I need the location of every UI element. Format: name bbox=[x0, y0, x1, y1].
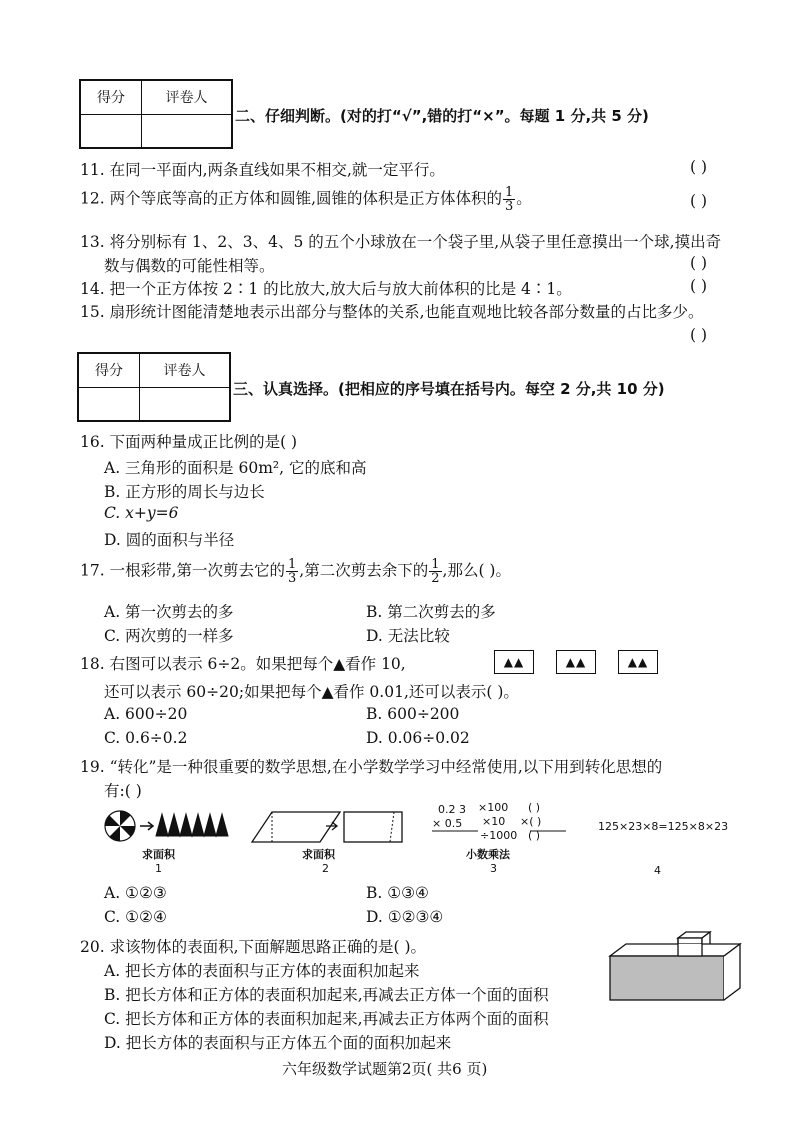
q20-option-a[interactable]: A. 把长方体的表面积与正方体的表面积加起来 bbox=[104, 962, 420, 980]
q18-text-line2: 还可以表示 60÷20;如果把每个▲看作 0.01,还可以表示( )。 bbox=[104, 683, 519, 701]
fig3-paren2: ×( ) bbox=[520, 815, 542, 828]
q18-option-c[interactable]: C. 0.6÷0.2 bbox=[104, 729, 188, 747]
q17-option-b[interactable]: B. 第二次剪去的多 bbox=[366, 603, 496, 621]
score-label: 得分 bbox=[80, 80, 141, 114]
q17-option-c[interactable]: C. 两次剪的一样多 bbox=[104, 627, 234, 645]
q13-answer[interactable]: ( ) bbox=[690, 254, 708, 272]
score-cell[interactable] bbox=[78, 387, 139, 421]
fig3-paren3: ( ) bbox=[528, 829, 541, 842]
q19-text-line1: 19. “转化”是一种很重要的数学思想,在小学数学学习中经常使用,以下用到转化思想的 bbox=[80, 758, 663, 776]
q13-text-line2: 数与偶数的可能性相等。 bbox=[104, 257, 275, 275]
q16-option-b[interactable]: B. 正方形的周长与边长 bbox=[104, 483, 265, 501]
q18-option-d[interactable]: D. 0.06÷0.02 bbox=[366, 729, 470, 747]
score-label: 得分 bbox=[78, 353, 139, 387]
q12-answer[interactable]: ( ) bbox=[690, 192, 708, 210]
score-table-section3 bbox=[77, 352, 231, 422]
q11-answer[interactable]: ( ) bbox=[690, 158, 708, 176]
triangle-group-1: ▲▲ bbox=[494, 650, 534, 674]
q16-text: 16. 下面两种量成正比例的是( ) bbox=[80, 433, 298, 451]
grader-cell[interactable] bbox=[141, 114, 232, 148]
fig3-op1: ×100 bbox=[478, 801, 509, 814]
fig3-row2: × 0.5 bbox=[432, 817, 463, 830]
q19-text-line2: 有:( ) bbox=[104, 782, 142, 800]
q16-option-d[interactable]: D. 圆的面积与半径 bbox=[104, 531, 235, 549]
fig3-op3: ÷1000 bbox=[480, 829, 518, 842]
q17-text: 17. 一根彩带,第一次剪去它的 $\frac{1}{3}$ ,第二次剪去余下的 $\frac{1}{2}$ ,那么( )。 bbox=[80, 557, 511, 586]
score-cell[interactable] bbox=[80, 114, 141, 148]
grader-label: 评卷人 bbox=[139, 353, 230, 387]
q20-option-d[interactable]: D. 把长方体的表面积与正方体五个面的面积加起来 bbox=[104, 1034, 452, 1052]
fig3-number: 3 bbox=[490, 862, 497, 875]
fig3-caption: 小数乘法 bbox=[466, 848, 510, 861]
q19-option-d[interactable]: D. ①②③④ bbox=[366, 908, 444, 926]
fraction-one-third: $\frac{1}{3}$ bbox=[505, 185, 514, 214]
q19-option-b[interactable]: B. ①③④ bbox=[366, 884, 429, 902]
fig2-caption: 求面积 bbox=[302, 848, 335, 861]
section3-title: 三、认真选择。(把相应的序号填在括号内。每空 2 分,共 10 分) bbox=[233, 380, 665, 398]
q19-option-a[interactable]: A. ①②③ bbox=[104, 884, 167, 902]
fig1-caption: 求面积 bbox=[142, 848, 175, 861]
fig3-row1: 0.2 3 bbox=[438, 803, 466, 816]
q18-option-b[interactable]: B. 600÷200 bbox=[366, 705, 460, 723]
fraction-one-half: $\frac{1}{2}$ bbox=[431, 557, 440, 586]
q20-option-b[interactable]: B. 把长方体和正方体的表面积加起来,再减去正方体一个面的面积 bbox=[104, 986, 549, 1004]
q18-text-line1: 18. 右图可以表示 6÷2。如果把每个▲看作 10, bbox=[80, 655, 406, 673]
q17-option-d[interactable]: D. 无法比较 bbox=[366, 627, 450, 645]
q20-option-c[interactable]: C. 把长方体和正方体的表面积加起来,再减去正方体两个面的面积 bbox=[104, 1010, 549, 1028]
q19-option-c[interactable]: C. ①②④ bbox=[104, 908, 167, 926]
page-footer: 六年级数学试题第2页( 共6 页) bbox=[282, 1060, 488, 1078]
triangle-group-2: ▲▲ bbox=[556, 650, 596, 674]
triangle-group-3: ▲▲ bbox=[618, 650, 658, 674]
q11-text: 11. 在同一平面内,两条直线如果不相交,就一定平行。 bbox=[80, 161, 445, 179]
fig1-number: 1 bbox=[155, 862, 162, 875]
q16-option-a[interactable]: A. 三角形的面积是 60m², 它的底和高 bbox=[104, 459, 367, 477]
q16-option-c[interactable]: C. x+y=6 bbox=[104, 504, 179, 522]
q17-option-a[interactable]: A. 第一次剪去的多 bbox=[104, 603, 234, 621]
fig2-number: 2 bbox=[322, 862, 329, 875]
q15-answer[interactable]: ( ) bbox=[690, 326, 708, 344]
q12-text: 12. 两个等底等高的正方体和圆锥,圆锥的体积是正方体体积的 $\frac{1}{3}$ 。 bbox=[80, 185, 532, 214]
q14-answer[interactable]: ( ) bbox=[690, 277, 708, 295]
q18-option-a[interactable]: A. 600÷20 bbox=[104, 705, 188, 723]
fig3-paren1: ( ) bbox=[528, 801, 541, 814]
score-table-section2 bbox=[79, 79, 233, 149]
q20-text: 20. 求该物体的表面积,下面解题思路正确的是( )。 bbox=[80, 938, 427, 956]
grader-label: 评卷人 bbox=[141, 80, 232, 114]
section2-title: 二、仔细判断。(对的打“√”,错的打“×”。每题 1 分,共 5 分) bbox=[235, 107, 649, 125]
q15-text: 15. 扇形统计图能清楚地表示出部分与整体的关系,也能直观地比较各部分数量的占比多少。 bbox=[80, 303, 704, 321]
fig3-op2: ×10 bbox=[482, 815, 506, 828]
fig4-equation: 125×23×8=125×8×23 bbox=[598, 820, 729, 833]
grader-cell[interactable] bbox=[139, 387, 230, 421]
fraction-one-third: $\frac{1}{3}$ bbox=[288, 557, 297, 586]
q14-text: 14. 把一个正方体按 2∶1 的比放大,放大后与放大前体积的比是 4∶1。 bbox=[80, 280, 572, 298]
q13-text-line1: 13. 将分别标有 1、2、3、4、5 的五个小球放在一个袋子里,从袋子里任意摸出一个球,摸出奇 bbox=[80, 233, 722, 251]
cuboid-with-cube-figure bbox=[604, 930, 749, 1005]
fig4-number: 4 bbox=[654, 864, 661, 877]
parallelogram-to-rectangle-figure bbox=[250, 808, 410, 846]
